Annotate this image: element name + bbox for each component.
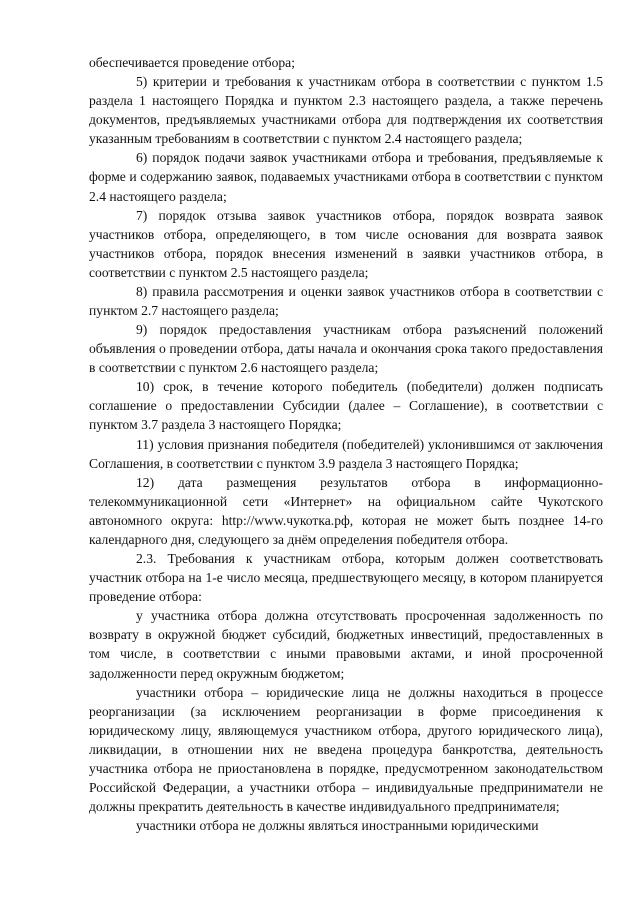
paragraph-requirement-foreign: участники отбора не должны являться иностранными юридическими xyxy=(136,818,539,834)
paragraph-section-2-3: 2.3. Требования к участникам отбора, которым должен соответствовать участник отбора на 1-е число месяца, предшествующего месяцу, в котором планируется проведение отбора: xyxy=(89,551,603,605)
paragraph-item-11: 11) условия признания победителя (победителей) уклонившимся от заключения Соглашения, в соответствии с пунктом 3.9 раздела 3 настоящего Порядка; xyxy=(89,436,603,471)
paragraph-item-6: 6) порядок подачи заявок участниками отбора и требования, предъявляемые к форме и содержанию заявок, подаваемых участниками отбора в соответствии с пунктом 2.4 настоящего раздела; xyxy=(89,150,603,204)
paragraph-item-5: 5) критерии и требования к участникам отбора в соответствии с пунктом 1.5 раздела 1 настоящего Порядка и пунктом 2.3 настоящего раздела, а также перечень документов, предъявляемых участниками отбора для подтверждения их соответствия указанным требованиям в соответствии с пунктом 2.4 настоящего раздела; xyxy=(89,74,603,147)
paragraph-item-9: 9) порядок предоставления участникам отбора разъяснений положений объявления о проведении отбора, даты начала и окончания срока такого предоставления в соответствии с пунктом 2.6 настоящего раздела; xyxy=(89,322,603,376)
paragraph-item-10: 10) срок, в течение которого победитель (победители) должен подписать соглашение о предоставлении Субсидии (далее – Соглашение), в соответствии с пунктом 3.7 раздела 3 настоящего Порядка; xyxy=(89,379,603,433)
paragraph-requirement-debt: у участника отбора должна отсутствовать просроченная задолженность по возврату в окружной бюджет субсидий, бюджетных инвестиций, предоставленных в том числе, в соответствии с иными правовыми актами, и иной просроченной задолженности перед окружным бюджетом; xyxy=(89,608,603,681)
document-body xyxy=(89,53,603,835)
paragraph-item-8: 8) правила рассмотрения и оценки заявок участников отбора в соответствии с пунктом 2.7 настоящего раздела; xyxy=(89,283,603,319)
paragraph-item-12: 12) дата размещения результатов отбора в информационно-телекоммуникационной сети «Интернет» на официальном сайте Чукотского автономного округа: http://www.чукотка.рф, которая не может быть позднее 14-го календарного дня, следующего за днём определения победителя отбора. xyxy=(89,474,603,547)
paragraph-continuation: обеспечивается проведение отбора; xyxy=(89,55,295,70)
paragraph-item-7: 7) порядок отзыва заявок участников отбора, порядок возврата заявок участников отбора, определяющего, в том числе основания для возврата заявок участников отбора, порядок внесения изменений в заявки участников отбора, в соответствии с пунктом 2.5 настоящего раздела; xyxy=(89,207,603,280)
paragraph-requirement-reorganization: участники отбора – юридические лица не должны находиться в процессе реорганизации (за исключением реорганизации в форме присоединения к юридическому лицу, являющемуся участником отбора, другого юридического лица), ликвидации, в отношении них не введена процедура банкротства, деятельность участника отбора не приостановлена в порядке, предусмотренном законодательством Российской Федерации, а участники отбора – индивидуальные предприниматели не должны прекратить деятельность в качестве индивидуального предпринимателя; xyxy=(89,684,603,815)
